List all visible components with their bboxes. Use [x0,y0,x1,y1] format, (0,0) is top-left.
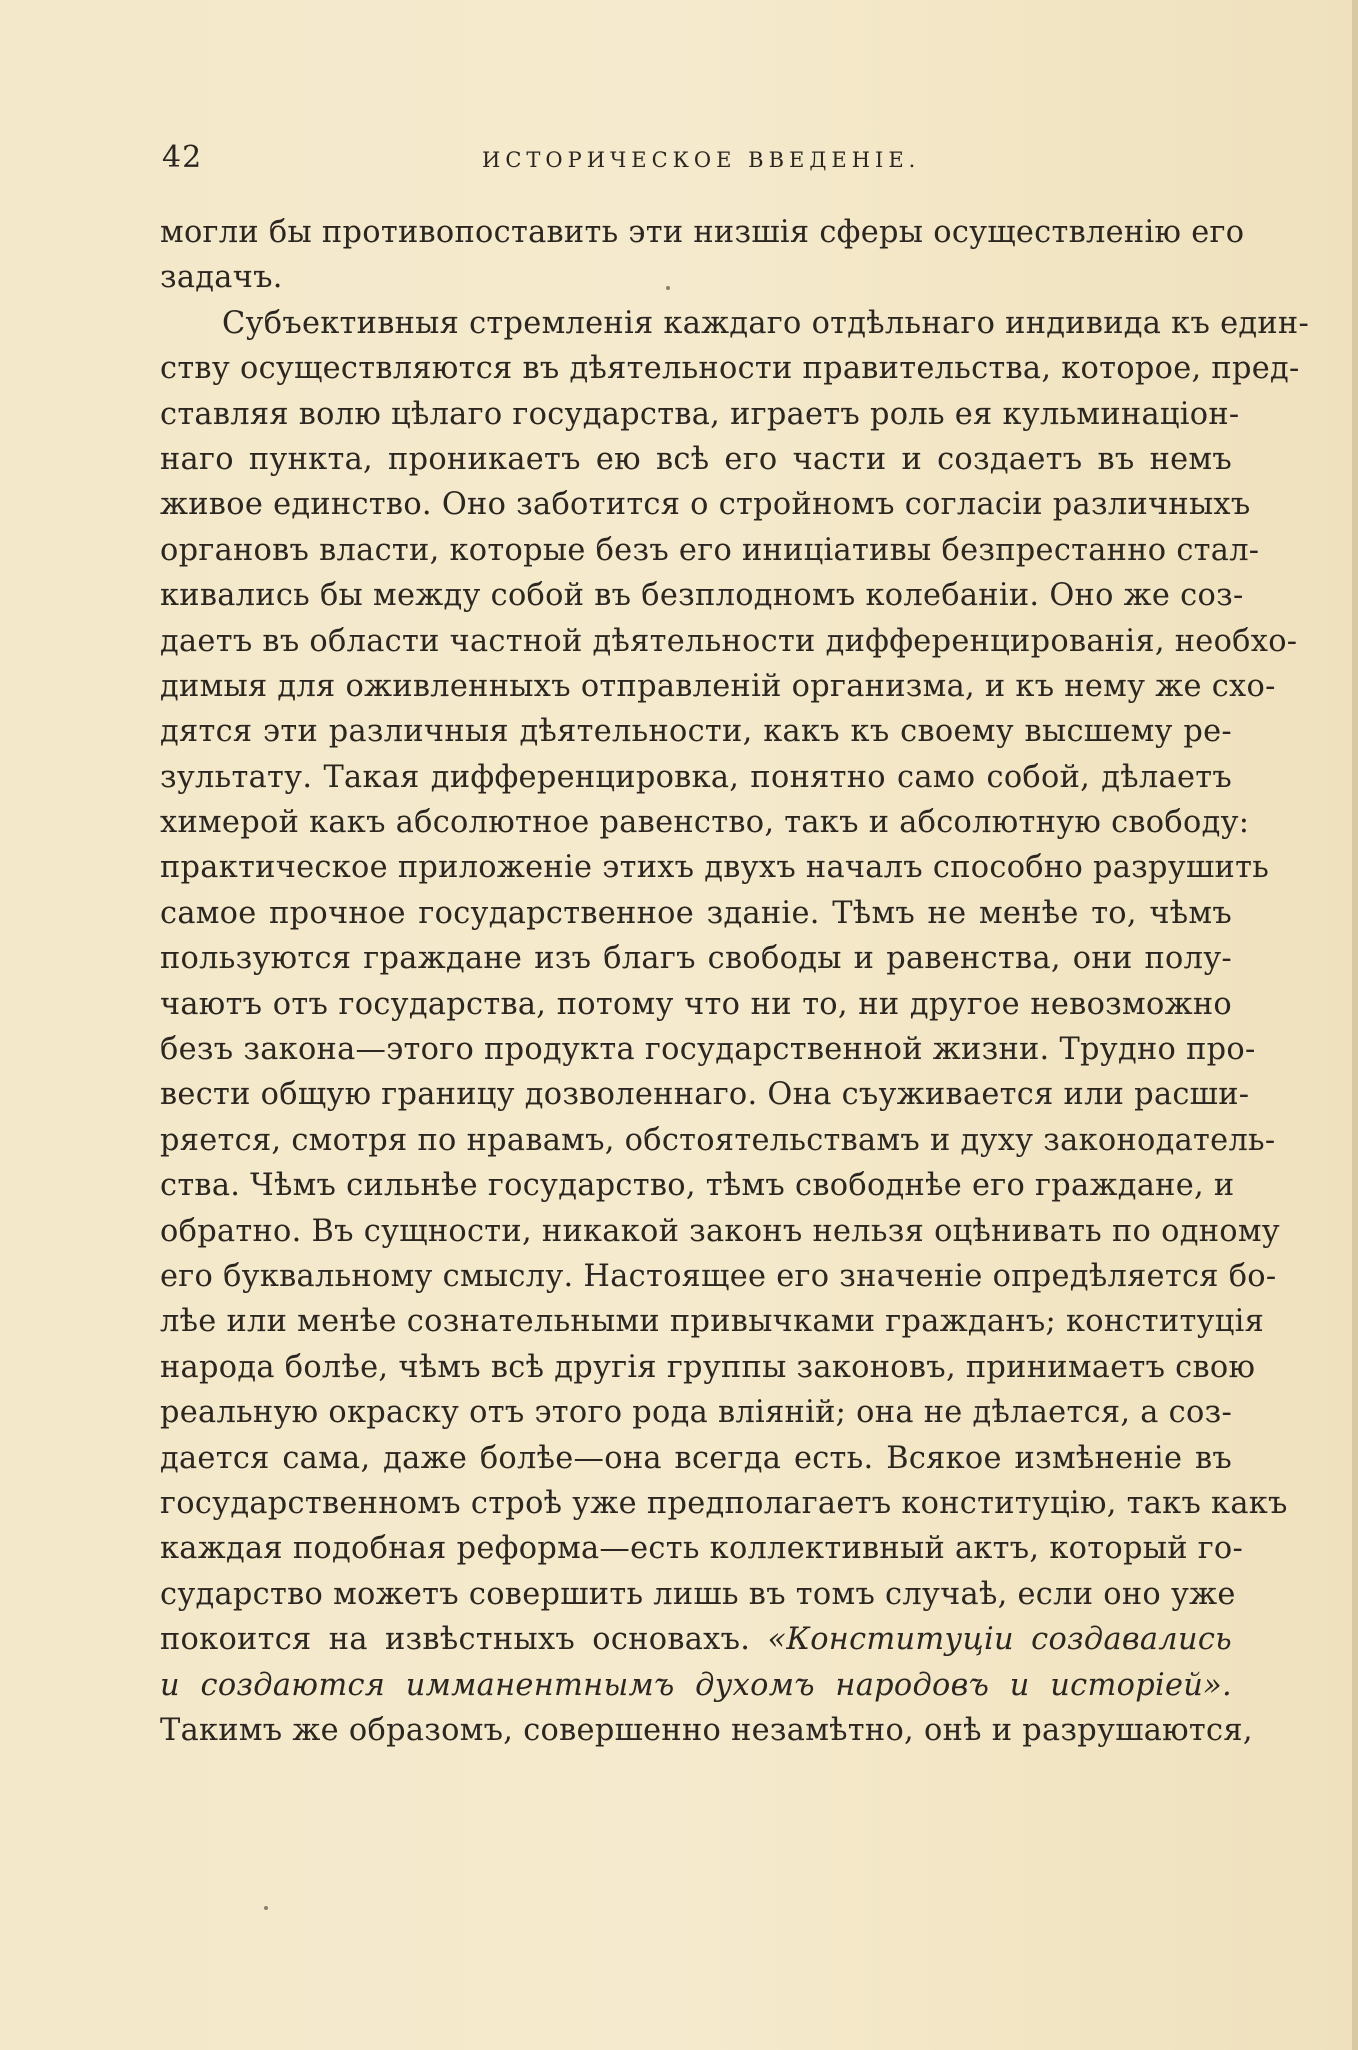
text-line: живое единство. Оно заботится о стройномъ согласіи различныхъ [160,487,1251,523]
text-line: могли бы противопоставить эти низшія сферы осуществленію его [160,215,1245,250]
text-line: кивались бы между собой въ безплодномъ колебаніи. Оно же соз- [160,578,1244,614]
text-line: дается сама, даже болѣе—она всегда есть. Всякое измѣненіе въ [160,1440,1232,1476]
text-line: обратно. Въ сущности, никакой законъ нельзя оцѣнивать по одному [160,1213,1280,1249]
text-line: народа болѣе, чѣмъ всѣ другія группы законовъ, принимаетъ свою [160,1349,1256,1385]
text-segment: покоится на извѣстныхъ основахъ. [160,1622,751,1658]
page-number: 42 [162,140,203,175]
text-line: практическое приложеніе этихъ двухъ началъ способно разрушить [160,850,1270,886]
text-line: реальную окраску отъ этого рода вліяній; она не дѣлается, а соз- [160,1395,1233,1431]
quotation-italic: «Конституціи создавались [767,1622,1232,1658]
text-line: сударство можетъ совершить лишь въ томъ случаѣ, если оно уже [160,1576,1236,1612]
text-line: органовъ власти, которые безъ его иниціативы безпрестанно стал- [160,532,1260,568]
text-line: ства. Чѣмъ сильнѣе государство, тѣмъ свободнѣе его граждане, и [160,1168,1235,1204]
running-head: ИСТОРИЧЕСКОЕ ВВЕДЕНІЕ. [482,148,921,172]
text-line-mixed [160,1617,1232,1662]
quotation-italic-line: и создаются имманентнымъ духомъ народовъ и исторіей». [160,1667,1232,1703]
text-line: вести общую границу дозволеннаго. Она съуживается или расши- [160,1077,1250,1113]
text-line: каждая подобная реформа—есть коллективный актъ, который го- [160,1531,1244,1567]
text-line: его буквальному смыслу. Настоящее его значеніе опредѣляется бо- [160,1258,1277,1294]
text-line: ству осуществляются въ дѣятельности правительства, которое, пред- [160,351,1300,387]
print-speck [264,1906,268,1910]
text-line: химерой какъ абсолютное равенство, такъ и абсолютную свободу: [160,805,1250,841]
text-line: безъ закона—этого продукта государственной жизни. Трудно про- [160,1032,1256,1068]
text-line: Такимъ же образомъ, совершенно незамѣтно, онѣ и разрушаются, [160,1712,1253,1748]
print-speck [666,286,670,290]
text-line: чаютъ отъ государства, потому что ни то, ни другое невозможно [160,986,1232,1022]
text-line: государственномъ строѣ уже предполагаетъ конституцію, такъ какъ [160,1485,1288,1521]
text-line: ставляя волю цѣлаго государства, играетъ роль ея кульминаціон- [160,396,1240,432]
text-line: дятся эти различныя дѣятельности, какъ къ своему высшему ре- [160,714,1232,750]
text-line: зультату. Такая дифференцировка, понятно само собой, дѣлаетъ [160,759,1232,795]
text-line: пользуются граждане изъ благъ свободы и равенства, они полу- [160,941,1232,977]
text-line: наго пункта, проникаетъ ею всѣ его части и создаетъ въ немъ [160,441,1232,477]
text-line: самое прочное государственное зданіе. Тѣмъ не менѣе то, чѣмъ [160,895,1232,931]
text-line: лѣе или менѣе сознательными привычками гражданъ; конституція [160,1304,1265,1340]
text-line: ряется, смотря по нравамъ, обстоятельствамъ и духу законодатель- [160,1122,1276,1158]
text-line: димыя для оживленныхъ отправленій организма, и къ нему же схо- [160,668,1276,704]
body-text [160,210,1310,1753]
page-header [162,140,1242,180]
text-line: даетъ въ области частной дѣятельности дифференцированія, необхо- [160,623,1298,659]
text-line: Субъективныя стремленія каждаго отдѣльнаго индивида къ един- [222,305,1310,341]
text-line: задачъ. [160,260,283,296]
